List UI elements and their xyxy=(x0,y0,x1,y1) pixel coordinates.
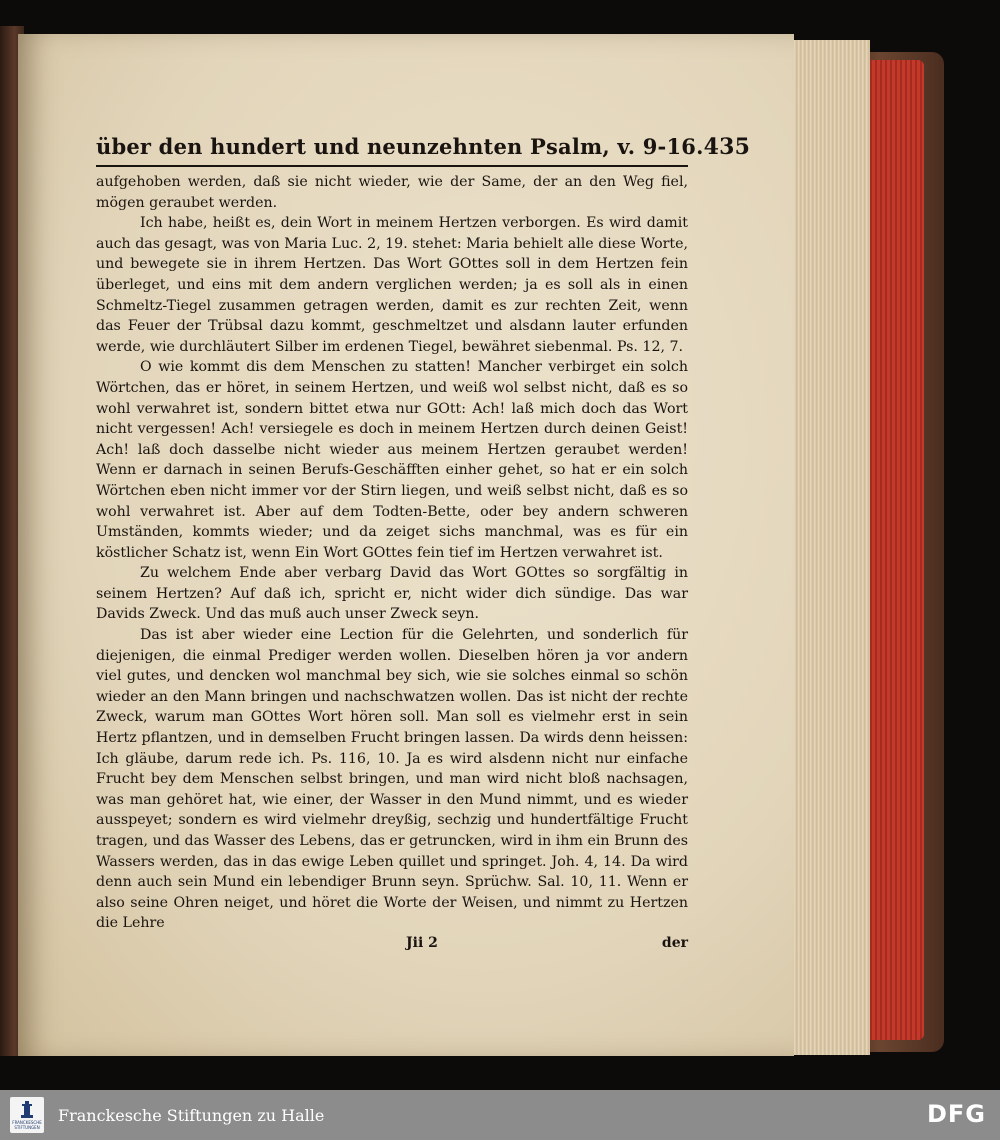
catchword: der xyxy=(661,934,688,951)
institution-name-link[interactable]: Franckesche Stiftungen zu Halle xyxy=(58,1105,325,1125)
body-text xyxy=(96,172,688,934)
page-text-block xyxy=(96,134,751,951)
paragraph-5: Das ist aber wieder eine Lection für die Gelehrten, und sonderlich für diejenigen, die einmal Prediger werden wollen. Dieselben hören ja vor andern viel gutes, und dencken wol manchmal bey sich, wie sie solches einmal so schön wieder an den Mann bringen und nachschwatzen wollen. Das ist nicht der rechte Zweck, warum man GOttes Wort hören soll. Man soll es vielmehr erst in sein Hertz pflantzen, und in demselben Frucht bringen lassen. Da wirds denn heissen: Ich gläube, darum rede ich. Ps. 116, 10. Ja es wird alsdenn nicht nur einfache Frucht bey dem Menschen selbst bringen, und man wird nicht bloß nachsagen, was man gehöret hat, wie einer, der Wasser in den Mund nimmt, und es wieder ausspeyet; sondern es wird vielmehr dreyßig, sechzig und hundertfältige Frucht tragen, und das Wasser des Lebens, das er getruncken, wird in ihm ein Brunn des Wassers werden, das in das ewige Leben quillet und springet. Joh. 4, 14. Da wird denn auch sein Mund ein lebendiger Brunn seyn. Sprüchw. Sal. 10, 11. Wenn er also seine Ohren neiget, und höret die Worte der Weisen, und nimmt zu Hertzen die Lehre xyxy=(96,627,688,932)
running-header xyxy=(96,134,751,167)
paragraph-3: O wie kommt dis dem Menschen zu statten! Mancher verbirget ein solch Wörtchen, das er höret, in seinem Hertzen, und weiß wol selbst nicht, daß es so wohl verwahret ist, sondern bittet etwa nur GOtt: Ach! laß mich doch das Wort nicht vergessen! Ach! versiegele es doch in meinem Hertzen durch deinen Geist! Ach! laß doch dasselbe nicht wieder aus meinem Hertzen geraubet werden! Wenn er darnach in seinen Berufs-Geschäfften einher gehet, so hat er ein solch Wörtchen eben nicht immer vor der Stirn liegen, und weiß selbst nicht, daß es so wohl verwahret ist. Aber auf dem Todten-Bette, oder bey andern schweren Umständen, kommts wieder; und da zeiget sichs manchmal, was es für ein köstlicher Schatz ist, wenn Ein Wort GOttes fein tief im Hertzen verwahret ist. xyxy=(96,359,688,561)
franckesche-stiftungen-emblem-icon[interactable] xyxy=(10,1097,44,1133)
dfg-logo-icon[interactable]: DFG xyxy=(926,1100,986,1128)
signature-mark: Jii 2 xyxy=(406,934,438,951)
logo-caption: FRANCKESCHE STIFTUNGEN xyxy=(12,1120,42,1130)
page-footer xyxy=(96,935,688,951)
running-header-title: über den hundert und neunzehnten Psalm, v. 9-16. xyxy=(96,134,704,159)
book-page xyxy=(18,34,794,1056)
page-number: 435 xyxy=(703,134,751,160)
page-stack-edges xyxy=(786,40,870,1055)
paragraph-4: Zu welchem Ende aber verbarg David das Wort GOttes so sorgfältig in seinem Hertzen? Auf daß ich, spricht er, nicht wider dich sündige. Das war Davids Zweck. Und das muß auch unser Zweck seyn. xyxy=(96,565,688,623)
paragraph-2: Ich habe, heißt es, dein Wort in meinem Hertzen verborgen. Es wird damit auch das gesagt, was von Maria Luc. 2, 19. stehet: Maria behielt alle diese Worte, und bewegete sie in ihrem Hertzen. Das Wort GOttes soll in dem Hertzen fein überleget, und eins mit dem andern verglichen werden; ja es soll als in einen Schmeltz-Tiegel zusammen getragen werden, damit es zur rechten Zeit, wenn das Feuer der Trübsal dazu kommt, geschmeltzet und alsdann lauter erfunden werde, wie durchläutert Silber im erdenen Tiegel, bewähret siebenmal. Ps. 12, 7. xyxy=(96,215,688,355)
emblem-shape-icon xyxy=(18,1100,36,1120)
paragraph-1: aufgehoben werden, daß sie nicht wieder, wie der Same, der an den Weg fiel, mögen geraubet werden. xyxy=(96,174,688,211)
viewer-footer-bar xyxy=(0,1090,1000,1140)
red-page-edges xyxy=(862,60,924,1040)
